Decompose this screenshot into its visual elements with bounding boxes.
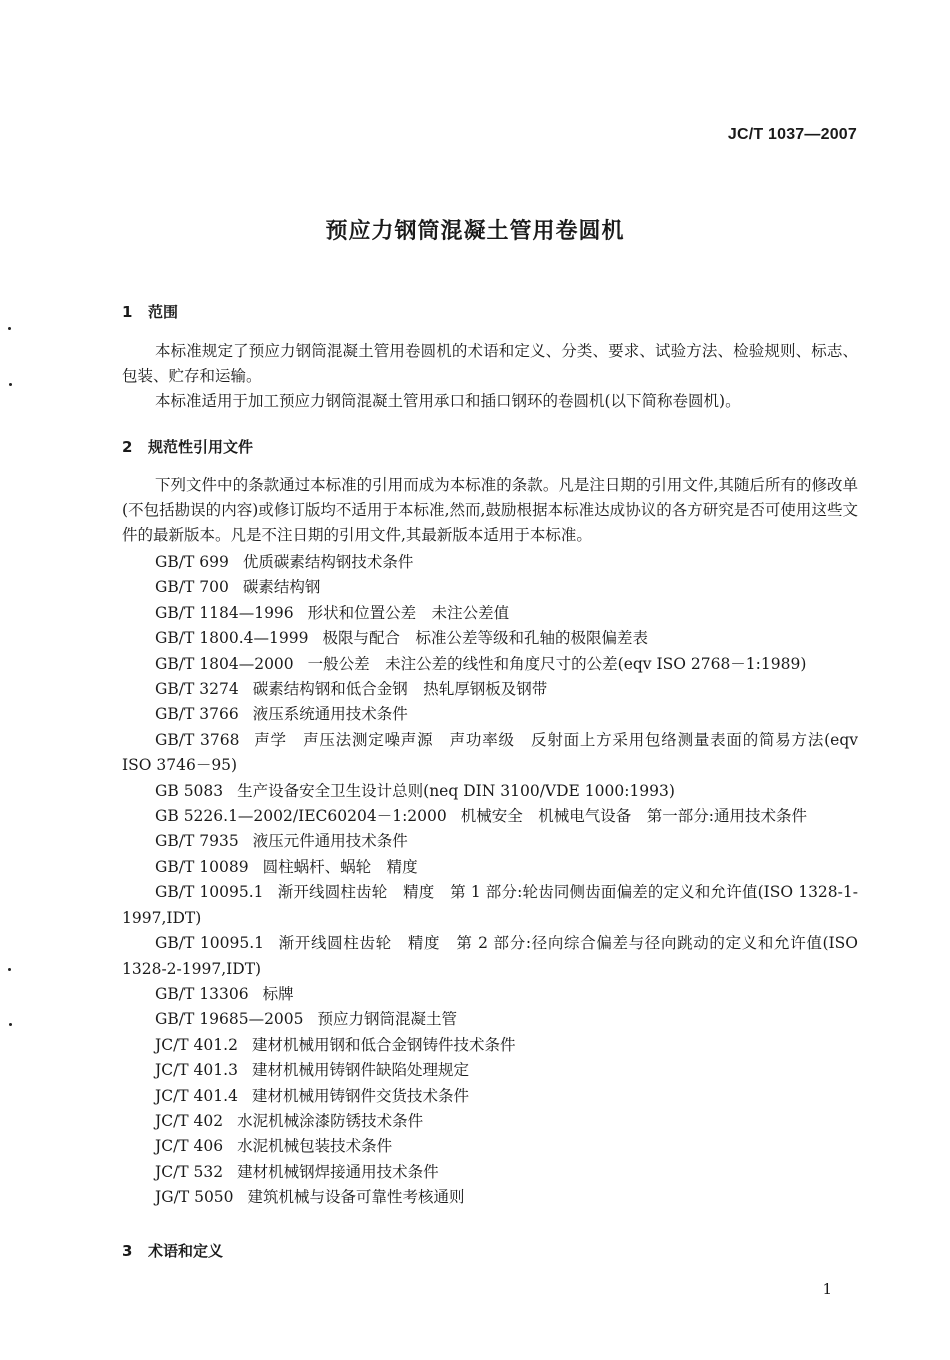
reference-item — [122, 728, 858, 779]
reference-title: 建材机械用钢和低合金钢铸件技术条件 — [251, 1035, 516, 1054]
reference-code: GB/T 3274 — [155, 680, 239, 699]
reference-item — [122, 982, 858, 1007]
reference-item — [122, 575, 858, 600]
reference-item — [122, 855, 858, 880]
reference-item — [122, 1058, 858, 1083]
reference-item — [122, 1185, 858, 1210]
reference-title: 水泥机械包装技术条件 — [237, 1137, 393, 1156]
reference-code: GB 5083 — [155, 781, 224, 800]
reference-code: GB/T 1184—1996 — [155, 603, 294, 622]
section-title: 范围 — [148, 303, 179, 321]
document-title: 预应力钢筒混凝土管用卷圆机 — [325, 219, 625, 244]
reference-title: 极限与配合 标准公差等级和孔轴的极限偏差表 — [322, 629, 648, 648]
reference-code: GB/T 13306 — [155, 984, 249, 1003]
reference-title: 一般公差 未注公差的线性和角度尺寸的公差(eqv ISO 2768－1:1989) — [307, 654, 807, 673]
reference-code: GB/T 1800.4—1999 — [155, 629, 309, 648]
section-number: 2 — [122, 438, 133, 456]
reference-item — [122, 601, 858, 626]
reference-title: 液压元件通用技术条件 — [252, 832, 408, 851]
reference-code: GB/T 19685—2005 — [155, 1010, 304, 1029]
scan-speck — [9, 1023, 12, 1026]
section-3-heading — [122, 1240, 223, 1261]
reference-code: JC/T 406 — [155, 1137, 224, 1156]
section-1-paragraph-1: 本标准规定了预应力钢筒混凝土管用卷圆机的术语和定义、分类、要求、试验方法、检验规则、标志、包装、贮存和运输。 — [122, 342, 858, 385]
section-title: 术语和定义 — [148, 1242, 224, 1260]
section-number: 3 — [122, 1242, 133, 1260]
reference-item — [122, 804, 858, 829]
reference-code: GB/T 1804—2000 — [155, 654, 294, 673]
reference-title: 碳素结构钢 — [242, 578, 321, 597]
reference-title: 渐开线圆柱齿轮 精度 第 2 部分:径向综合偏差与径向跳动的定义和允许值(ISO 1328-2-1997,IDT) — [122, 934, 859, 978]
reference-title: 预应力钢筒混凝土管 — [317, 1010, 458, 1029]
reference-item — [122, 652, 858, 677]
reference-item — [122, 550, 858, 575]
reference-item — [122, 1109, 858, 1134]
reference-title: 声学 声压法测定噪声源 声功率级 反射面上方采用包络测量表面的简易方法(eqv ISO 3746－95) — [122, 730, 858, 775]
reference-title: 建材机械钢焊接通用技术条件 — [237, 1162, 439, 1181]
reference-title: 圆柱蜗杆、蜗轮 精度 — [262, 857, 418, 876]
section-2-paragraph-1: 下列文件中的条款通过本标准的引用而成为本标准的条款。凡是注日期的引用文件,其随后所有的修改单(不包括勘误的内容)或修订版均不适用于本标准,然而,鼓励根据本标准达成协议的各方研究是否可使用这些文件的最新版本。凡是不注日期的引用文件,其最新版本适用于本标准。 — [122, 476, 858, 544]
reference-item — [122, 1033, 858, 1058]
reference-code: GB/T 10095.1 — [155, 883, 264, 902]
scan-speck — [8, 968, 11, 971]
reference-title: 形状和位置公差 未注公差值 — [307, 603, 510, 622]
reference-title: 标牌 — [262, 984, 294, 1003]
reference-title: 碳素结构钢和低合金钢 热轧厚钢板及钢带 — [252, 680, 548, 699]
section-1-heading — [122, 301, 178, 322]
reference-code: GB/T 699 — [155, 553, 229, 571]
reference-title: 水泥机械涂漆防锈技术条件 — [237, 1111, 424, 1130]
section-2-heading — [122, 436, 253, 457]
reference-item — [122, 1134, 858, 1159]
reference-title: 建材机械用铸钢件交货技术条件 — [251, 1086, 469, 1105]
reference-code: GB/T 10089 — [155, 857, 249, 876]
reference-item — [122, 829, 858, 854]
reference-item — [122, 931, 858, 982]
reference-title: 建材机械用铸钢件缺陷处理规定 — [251, 1061, 469, 1080]
reference-title: 建筑机械与设备可靠性考核通则 — [247, 1188, 465, 1207]
reference-item — [122, 779, 858, 804]
section-1-paragraph-2: 本标准适用于加工预应力钢筒混凝土管用承口和插口钢环的卷圆机(以下简称卷圆机)。 — [155, 392, 741, 410]
reference-item — [122, 1007, 858, 1032]
reference-code: GB/T 7935 — [155, 832, 239, 851]
reference-code: GB/T 700 — [155, 578, 229, 597]
reference-item — [122, 1160, 858, 1185]
reference-title: 优质碳素结构钢技术条件 — [242, 553, 414, 571]
scan-speck — [8, 327, 11, 330]
section-title: 规范性引用文件 — [148, 438, 254, 456]
reference-code: JC/T 401.3 — [155, 1061, 238, 1080]
reference-title: 生产设备安全卫生设计总则(neq DIN 3100/VDE 1000:1993) — [237, 781, 675, 800]
reference-code: GB/T 10095.1 — [155, 934, 265, 953]
reference-item — [122, 677, 858, 702]
page-number: 1 — [822, 1280, 832, 1298]
reference-code: GB 5226.1—2002/IEC60204－1:2000 — [155, 807, 447, 826]
document-number: JC/T 1037—2007 — [727, 126, 857, 143]
reference-item — [122, 626, 858, 651]
reference-title: 液压系统通用技术条件 — [252, 705, 408, 724]
normative-references-list — [122, 550, 858, 1211]
reference-item — [122, 880, 858, 931]
reference-code: GB/T 3768 — [155, 730, 240, 749]
scan-speck — [9, 383, 12, 386]
reference-title: 机械安全 机械电气设备 第一部分:通用技术条件 — [460, 807, 807, 826]
reference-code: JC/T 402 — [155, 1111, 224, 1130]
section-number: 1 — [122, 303, 133, 321]
reference-code: GB/T 3766 — [155, 705, 239, 724]
reference-code: JC/T 401.2 — [155, 1035, 238, 1054]
reference-code: JC/T 401.4 — [155, 1086, 238, 1105]
reference-title: 渐开线圆柱齿轮 精度 第 1 部分:轮齿同侧齿面偏差的定义和允许值(ISO 1328-1-1997,IDT) — [122, 883, 858, 927]
reference-item — [122, 702, 858, 727]
reference-item — [122, 1084, 858, 1109]
reference-code: JC/T 532 — [155, 1162, 224, 1181]
reference-code: JG/T 5050 — [155, 1188, 234, 1207]
